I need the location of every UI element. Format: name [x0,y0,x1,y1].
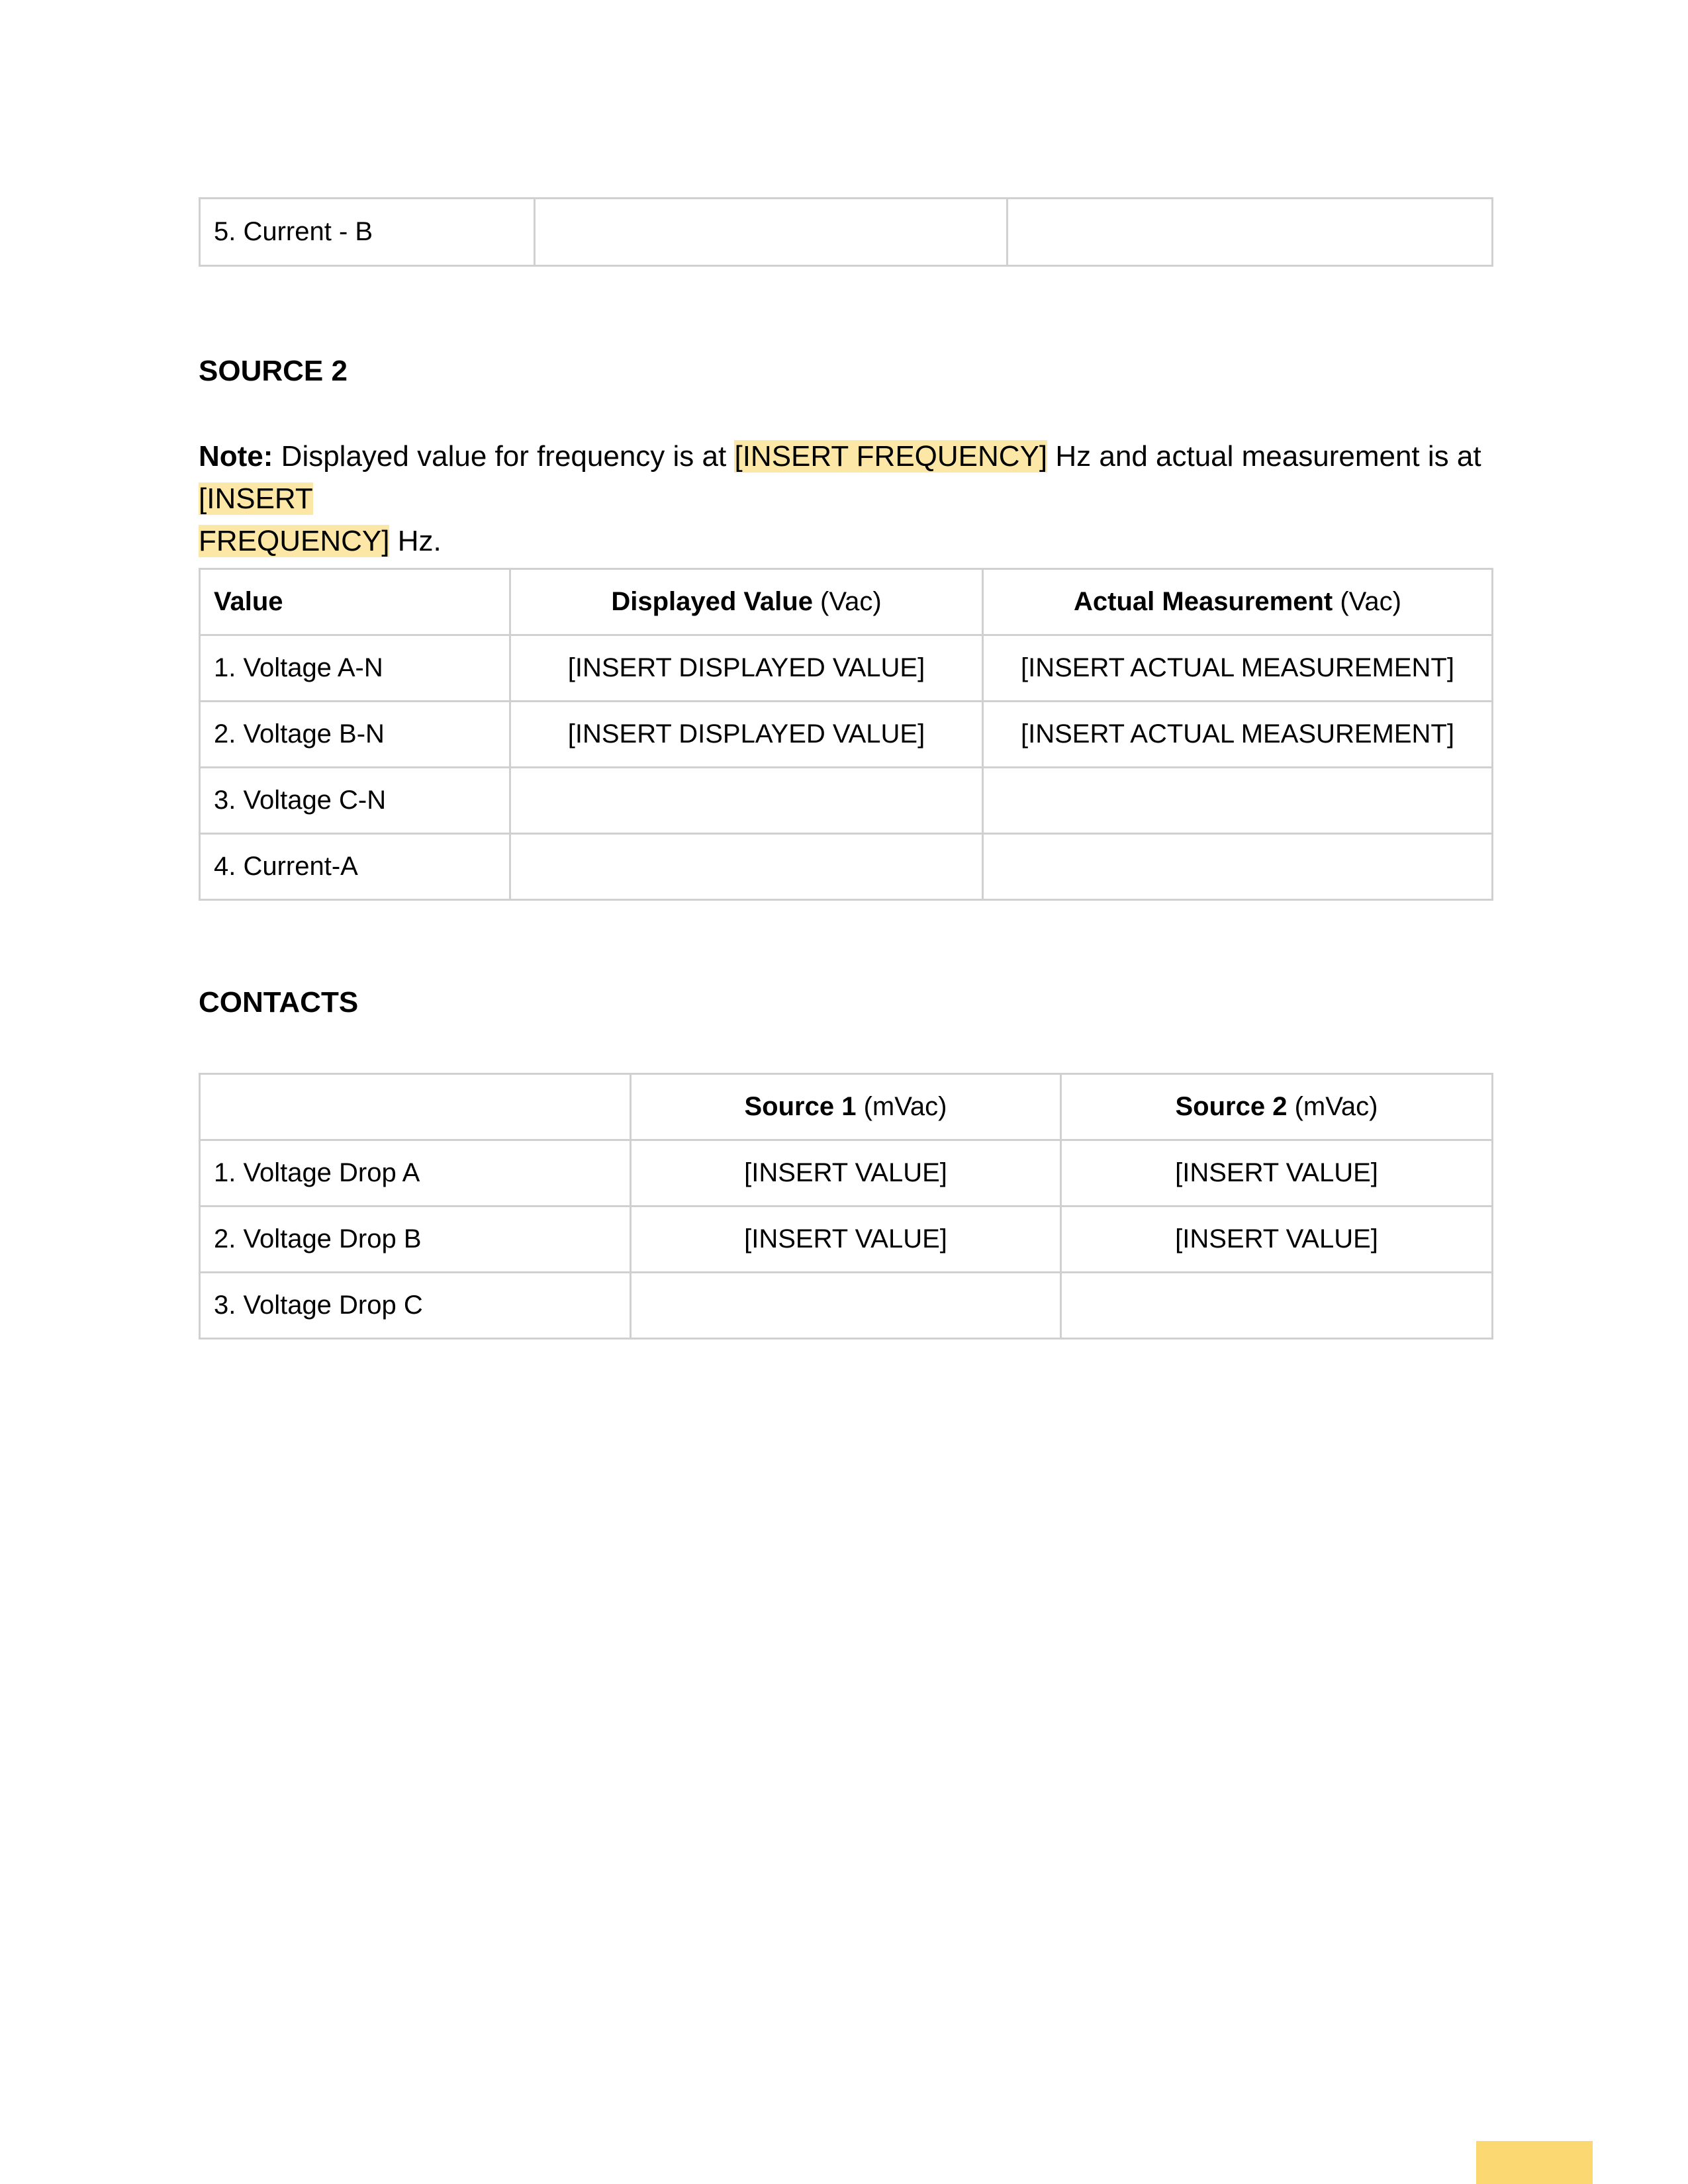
source1-table-continued [199,197,1493,267]
actual-measurement-cell: [INSERT ACTUAL MEASUREMENT] [983,702,1493,768]
frequency-placeholder: FREQUENCY] [199,525,390,557]
row-label: 1. Voltage Drop A [200,1140,631,1206]
actual-measurement-cell: [INSERT ACTUAL MEASUREMENT] [983,635,1493,702]
note-text: Hz and actual measurement is at [1047,440,1481,473]
source1-value-cell: [INSERT VALUE] [631,1206,1061,1273]
header-value-label: Value [214,587,283,616]
source2-heading: SOURCE 2 [199,355,348,387]
table-row [200,1140,1493,1206]
table-header-row [200,1074,1493,1140]
frequency-placeholder: [INSERT FREQUENCY] [734,440,1048,473]
actual-measurement-cell [983,768,1493,834]
table-row [200,635,1493,702]
contacts-table [199,1073,1493,1340]
source2-value-cell [1061,1273,1493,1339]
note-text: Hz. [389,525,442,557]
header-source1 [631,1074,1061,1140]
source2-value-cell: [INSERT VALUE] [1061,1140,1493,1206]
row-label: 1. Voltage A-N [200,635,510,702]
displayed-value-cell [535,199,1008,266]
source2-value-cell: [INSERT VALUE] [1061,1206,1493,1273]
header-actual-measurement [983,569,1493,635]
actual-measurement-cell [983,834,1493,900]
row-label: 2. Voltage Drop B [200,1206,631,1273]
header-source2 [1061,1074,1493,1140]
header-actual-unit: (Vac) [1333,587,1401,616]
header-displayed-label: Displayed Value [611,587,813,616]
source1-value-cell [631,1273,1061,1339]
displayed-value-cell: [INSERT DISPLAYED VALUE] [510,635,983,702]
displayed-value-cell: [INSERT DISPLAYED VALUE] [510,702,983,768]
contacts-heading: CONTACTS [199,986,359,1019]
table-row [200,834,1493,900]
note-label: Note: [199,440,273,473]
actual-measurement-cell [1008,199,1493,266]
table-row [200,702,1493,768]
table-row [200,1273,1493,1339]
table-row [200,199,1493,266]
header-empty [200,1074,631,1140]
header-source2-unit: (mVac) [1287,1092,1378,1121]
row-label: 5. Current - B [200,199,535,266]
table-row [200,768,1493,834]
row-label: 3. Voltage Drop C [200,1273,631,1339]
header-source1-unit: (mVac) [856,1092,947,1121]
page-accent-tab [1476,2141,1593,2184]
row-label: 3. Voltage C-N [200,768,510,834]
header-displayed-value [510,569,983,635]
frequency-placeholder: [INSERT [199,482,313,515]
header-actual-label: Actual Measurement [1074,587,1333,616]
source2-table [199,568,1493,901]
table-row [200,1206,1493,1273]
displayed-value-cell [510,834,983,900]
header-source1-label: Source 1 [744,1092,857,1121]
frequency-note [199,435,1496,563]
row-label: 4. Current-A [200,834,510,900]
source1-value-cell: [INSERT VALUE] [631,1140,1061,1206]
note-text: Displayed value for frequency is at [273,440,735,473]
header-value [200,569,510,635]
table-header-row [200,569,1493,635]
header-displayed-unit: (Vac) [812,587,882,616]
row-label: 2. Voltage B-N [200,702,510,768]
displayed-value-cell [510,768,983,834]
header-source2-label: Source 2 [1175,1092,1288,1121]
